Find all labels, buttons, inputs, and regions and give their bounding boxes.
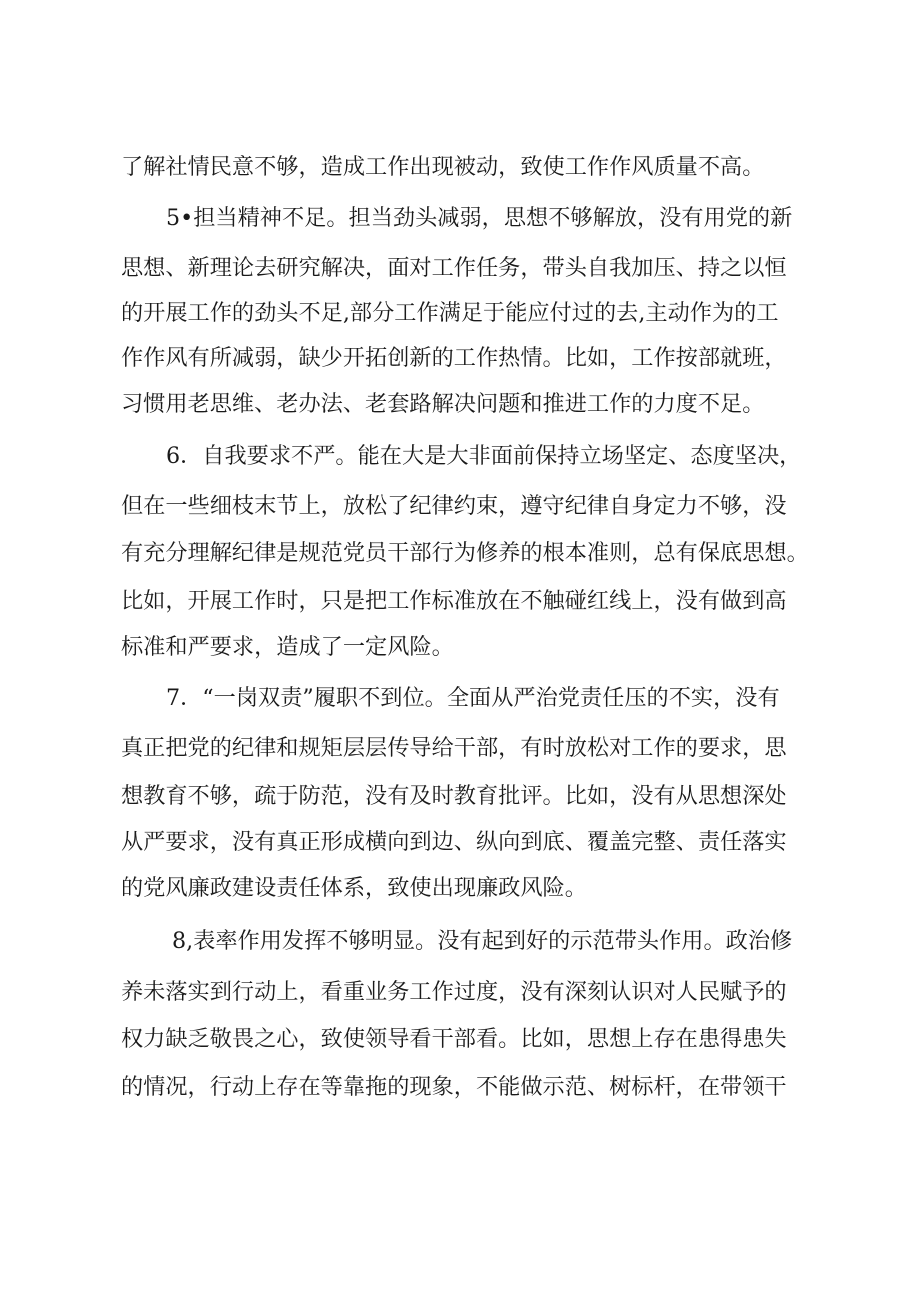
- paragraph-7-heading-line: 7．“一岗双责”履职不到位。全面从严治党责任压的不实，没有: [166, 685, 780, 711]
- text-line: 真正把党的纪律和规矩层层传导给干部，有时放松对工作的要求，思: [121, 735, 787, 761]
- text-line: 比如，开展工作时，只是把工作标准放在不触碰红线上，没有做到高: [121, 588, 787, 614]
- text-line: 养未落实到行动上，看重业务工作过度，没有深刻认识对人民赋予的: [121, 979, 787, 1005]
- paragraph-6-heading-line: 6．自我要求不严。能在大是大非面前保持立场坚定、态度坚决，: [166, 443, 802, 469]
- text-line: 习惯用老思维、老办法、老套路解决问题和推进工作的力度不足。: [121, 391, 765, 417]
- text-line: 标准和严要求，造成了一定风险。: [121, 634, 454, 660]
- text-line: 但在一些细枝末节上，放松了纪律约束，遵守纪律自身定力不够，没: [121, 493, 787, 519]
- text-line: 思想、新理论去研究解决，面对工作任务，带头自我加压、持之以恒: [121, 255, 787, 281]
- text-line: 了解社情民意不够，造成工作出现被动，致使工作作风质量不高。: [121, 154, 765, 180]
- paragraph-8-heading-line: 8,表率作用发挥不够明显。没有起到好的示范带头作用。政治修: [172, 928, 793, 954]
- text-line: 权力缺乏敬畏之心，致使领导看干部看。比如，思想上存在患得患失: [121, 1026, 787, 1052]
- text-line: 的情况，行动上存在等靠拖的现象，不能做示范、树标杆，在带领干: [121, 1074, 787, 1100]
- text-line: 的开展工作的劲头不足,部分工作满足于能应付过的去,主动作为的工: [121, 300, 779, 326]
- text-line: 从严要求，没有真正形成横向到边、纵向到底、覆盖完整、责任落实: [121, 829, 787, 855]
- text-line: 有充分理解纪律是规范党员干部行为修养的根本准则，总有保底思想。: [121, 540, 809, 566]
- text-line: 想教育不够，疏于防范，没有及时教育批评。比如，没有从思想深处: [121, 783, 787, 809]
- paragraph-5-heading-line: 5•担当精神不足。担当劲头减弱，思想不够解放，没有用党的新: [166, 205, 793, 231]
- text-line: 作作风有所减弱，缺少开拓创新的工作热情。比如，工作按部就班，: [121, 345, 787, 371]
- text-line: 的党风廉政建设责任体系，致使出现廉政风险。: [121, 875, 587, 901]
